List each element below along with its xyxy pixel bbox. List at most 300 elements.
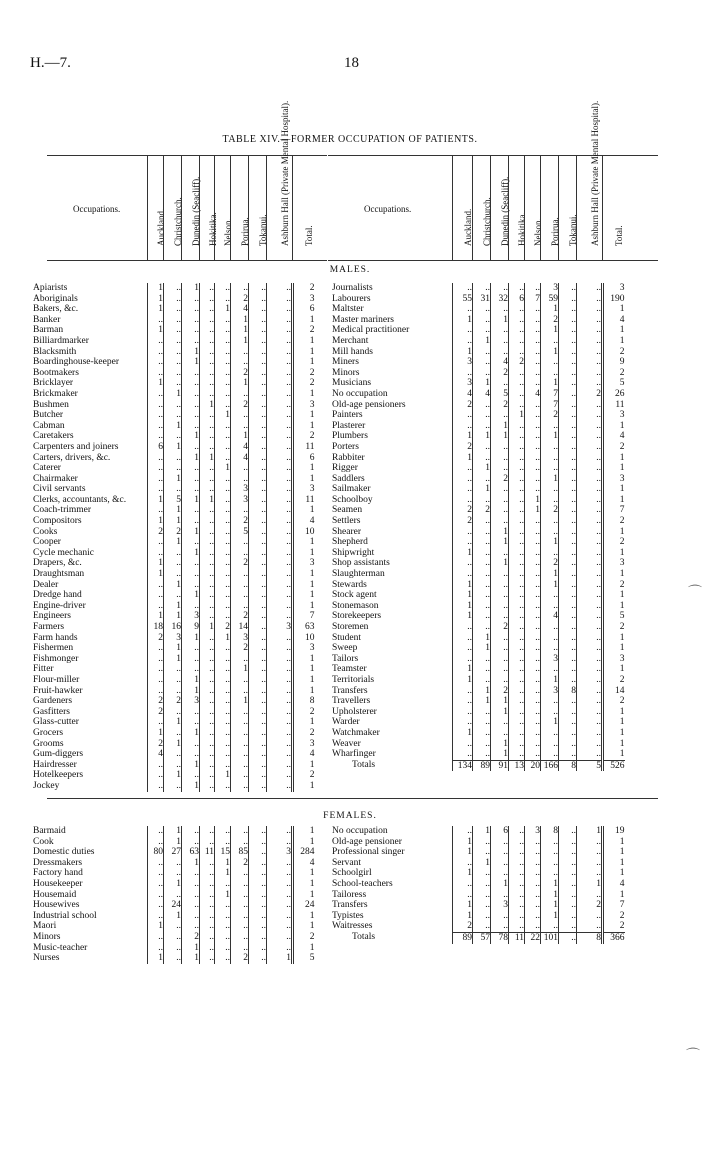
table-cell: .. [491,601,509,612]
table-cell: .. [577,495,603,506]
table-cell: 1 [491,421,509,432]
table-cell: .. [473,921,491,932]
table-cell: 2 [603,622,625,633]
table-cell: .. [249,336,267,347]
table-row [148,431,315,442]
table-row [148,707,315,718]
table-cell: 11 [603,400,625,411]
table-cell: .. [249,453,267,464]
table-cell: .. [249,611,267,622]
table-cell: .. [215,654,231,665]
table-cell: .. [249,580,267,591]
table-cell: 1 [164,421,182,432]
table-cell: .. [182,911,200,922]
table-cell: .. [491,325,509,336]
table-cell: .. [200,558,215,569]
table-cell: .. [525,484,541,495]
column-header-label: Total. [304,225,314,246]
table-cell: .. [215,760,231,771]
table-cell: .. [473,868,491,879]
row-label: Sailmaker [332,484,371,495]
table-cell: .. [509,463,525,474]
table-cell: .. [148,347,164,358]
row-label: Servant [332,857,362,868]
table-cell: 1 [267,953,293,964]
table-cell: 1 [603,453,625,464]
table-cell: 1 [473,431,491,442]
table-cell: 1 [215,858,231,869]
table-cell: .. [215,728,231,739]
table-cell: .. [215,900,231,911]
table-cell: .. [215,921,231,932]
table-cell: .. [200,654,215,665]
table-cell: 63 [293,622,315,633]
table-cell: .. [215,378,231,389]
table-cell: .. [559,911,577,922]
table-cell: 1 [491,696,509,707]
table-cell: 1 [293,315,315,326]
table-cell: .. [577,580,603,591]
table-cell: 2 [231,294,249,305]
table-cell: .. [249,664,267,675]
table-cell: 1 [603,421,625,432]
row-label: Rigger [332,463,358,474]
table-cell: .. [525,837,541,848]
table-cell: 1 [473,484,491,495]
table-cell: 1 [541,890,559,901]
table-cell: .. [577,474,603,485]
table-cell: .. [525,325,541,336]
table-cell: .. [577,378,603,389]
table-cell: .. [182,643,200,654]
table-cell: 3 [293,400,315,411]
table-cell: .. [249,548,267,559]
table-cell: .. [577,707,603,718]
column-header [163,156,182,260]
table-cell: 1 [453,664,473,675]
table-cell: .. [525,707,541,718]
row-label: Glass-cutter [33,717,79,728]
table-cell: 2 [473,505,491,516]
table-cell: 2 [148,633,164,644]
row-label: Gum-diggers [33,749,84,760]
table-cell: 5 [231,527,249,538]
row-label: Territorials [332,674,375,685]
table-cell: .. [249,879,267,890]
table-cell: .. [473,580,491,591]
table-cell: .. [231,421,249,432]
table-cell: .. [473,675,491,686]
table-cell: 2 [293,325,315,336]
table-cell: .. [509,453,525,464]
table-cell: 3 [267,622,293,633]
table-cell: 3 [453,378,473,389]
table-cell: 1 [293,943,315,954]
row-label: Mill hands [332,346,373,357]
table-cell: .. [577,304,603,315]
table-cell: .. [231,357,249,368]
table-cell: .. [525,611,541,622]
table-cell: 1 [541,378,559,389]
table-row [148,739,315,750]
table-cell: .. [509,325,525,336]
page-number: 18 [344,55,359,71]
table-cell: .. [249,389,267,400]
table-cell: 55 [453,294,473,305]
table-cell: .. [267,728,293,739]
table-cell: .. [182,837,200,848]
table-row [453,890,625,901]
table-cell: .. [559,357,577,368]
table-cell: 3 [293,558,315,569]
column-header [452,156,473,260]
table-cell: .. [559,837,577,848]
table-cell: .. [541,484,559,495]
table-cell: .. [148,826,164,837]
table-cell: .. [525,357,541,368]
table-cell: 1 [182,781,200,792]
table-cell: .. [453,336,473,347]
table-cell: .. [509,347,525,358]
table-cell: .. [200,516,215,527]
table-cell: .. [215,580,231,591]
table-cell: 1 [148,558,164,569]
row-label: Farmers [33,622,65,632]
table-row [453,495,625,506]
table-cell: .. [200,643,215,654]
table-row [148,890,315,901]
table-cell: .. [164,357,182,368]
table-cell: .. [453,569,473,580]
table-cell: 1 [473,336,491,347]
table-row [148,664,315,675]
table-cell: .. [200,325,215,336]
table-cell: .. [267,643,293,654]
table-cell: 1 [215,890,231,901]
table-cell: .. [559,643,577,654]
table-cell: .. [473,728,491,739]
table-cell: 1 [200,453,215,464]
table-cell: .. [200,900,215,911]
table-cell: .. [231,283,249,294]
row-label: Slaughterman [332,569,385,580]
table-cell: 4 [453,389,473,400]
table-cell: 1 [182,453,200,464]
table-cell: .. [215,283,231,294]
table-cell: .. [231,580,249,591]
row-label: Grooms [33,738,64,749]
table-cell: .. [541,495,559,506]
row-label: Stock agent [332,590,377,601]
table-cell: .. [525,728,541,739]
column-header-label: Total. [614,225,624,246]
table-cell: .. [249,601,267,612]
table-row [148,837,315,848]
table-cell: .. [200,879,215,890]
table-cell: .. [509,304,525,315]
table-cell: .. [249,686,267,697]
table-cell: .. [148,911,164,922]
table-cell: .. [267,495,293,506]
table-cell: .. [200,728,215,739]
table-row [453,505,625,516]
table-cell: 1 [541,474,559,485]
table-cell: .. [559,696,577,707]
table-cell: .. [200,347,215,358]
row-label: Banker [33,314,61,325]
table-cell: .. [200,921,215,932]
table-cell: .. [267,304,293,315]
table-row [148,495,315,506]
table-cell: .. [541,707,559,718]
table-row [148,347,315,358]
table-cell: 1 [148,516,164,527]
row-label: Minors [332,367,360,378]
table-cell: 1 [603,495,625,506]
table-cell: .. [267,516,293,527]
table-cell: .. [525,890,541,901]
table-cell: 1 [525,505,541,516]
table-cell: .. [215,357,231,368]
table-cell: .. [215,516,231,527]
table-cell: .. [200,389,215,400]
table-cell: .. [577,728,603,739]
table-cell: .. [525,474,541,485]
table-cell: .. [267,739,293,750]
table-cell: 4 [525,389,541,400]
table-cell: 1 [293,868,315,879]
table-cell: .. [473,601,491,612]
table-cell: .. [231,932,249,943]
table-cell: .. [577,890,603,901]
table-cell: .. [182,770,200,781]
table-cell: .. [577,601,603,612]
table-cell: 8 [293,696,315,707]
table-cell: .. [509,707,525,718]
table-cell: .. [509,868,525,879]
table-cell: .. [525,378,541,389]
table-cell: .. [182,516,200,527]
totals-cell: 526 [603,760,625,771]
table-cell: .. [182,410,200,421]
table-cell: .. [249,527,267,538]
row-label: Saddlers [332,473,365,484]
table-cell: .. [200,890,215,901]
table-cell: .. [541,749,559,760]
table-cell: .. [164,484,182,495]
table-row [148,611,315,622]
table-cell: .. [577,569,603,580]
table-cell: .. [215,953,231,964]
table-cell: .. [215,696,231,707]
table-cell: .. [200,932,215,943]
table-cell: .. [182,558,200,569]
table-cell: 4 [231,442,249,453]
table-cell: .. [267,378,293,389]
table-cell: 2 [293,770,315,781]
table-cell: 1 [148,294,164,305]
table-cell: 3 [231,495,249,506]
table-cell: .. [249,442,267,453]
totals-cell: 13 [509,760,525,771]
table-cell: .. [164,315,182,326]
table-cell: .. [541,664,559,675]
table-cell: .. [267,315,293,326]
table-cell: .. [200,675,215,686]
table-cell: 1 [603,707,625,718]
row-label: Butcher [33,410,64,421]
table-cell: .. [148,474,164,485]
row-label: Maltster [332,304,364,315]
table-cell: 1 [577,826,603,837]
table-row [453,336,625,347]
table-cell: .. [541,548,559,559]
table-cell: .. [509,601,525,612]
table-cell: 1 [182,495,200,506]
table-cell: .. [267,868,293,879]
table-cell: 1 [293,654,315,665]
table-cell: 7 [293,611,315,622]
table-cell: .. [577,643,603,654]
row-label: Boardinghouse-keeper [33,357,119,368]
table-cell: .. [267,760,293,771]
table-cell: .. [249,858,267,869]
table-cell: .. [577,868,603,879]
table-cell: .. [577,357,603,368]
table-cell: .. [453,643,473,654]
table-cell: 1 [148,495,164,506]
table-row [453,601,625,612]
table-row [148,622,315,633]
table-cell: .. [182,900,200,911]
table-cell: .. [200,431,215,442]
table-cell: 10 [293,527,315,538]
table-cell: 1 [491,537,509,548]
table-cell: .. [200,537,215,548]
row-label: Carters, drivers, &c. [33,452,111,463]
table-row [453,847,625,858]
table-row [148,590,315,601]
table-cell: 3 [182,611,200,622]
table-cell: 2 [293,728,315,739]
table-row [148,368,315,379]
totals-cell: 89 [453,932,473,943]
table-cell: 1 [453,728,473,739]
table-cell: .. [182,378,200,389]
table-cell: .. [267,453,293,464]
table-cell: .. [577,453,603,464]
table-row [148,858,315,869]
table-cell: .. [182,389,200,400]
table-cell: .. [249,294,267,305]
table-cell: .. [200,368,215,379]
table-cell: 1 [525,495,541,506]
table-cell: .. [200,548,215,559]
table-cell: .. [559,664,577,675]
table-cell: .. [164,932,182,943]
table-cell: .. [473,283,491,294]
totals-cell: 101 [541,932,559,943]
table-row [148,283,315,294]
table-cell: .. [249,421,267,432]
margin-mark-icon: ⌒ [688,586,702,601]
table-cell: 2 [231,643,249,654]
table-cell: 3 [541,654,559,665]
table-cell: 1 [148,378,164,389]
table-cell: .. [249,900,267,911]
table-cell: .. [559,739,577,750]
table-cell: .. [509,590,525,601]
table-cell: .. [453,686,473,697]
table-cell: .. [249,590,267,601]
table-cell: .. [473,900,491,911]
table-row [148,516,315,527]
table-cell: .. [215,879,231,890]
row-label: Clerks, accountants, &c. [33,494,127,505]
column-header [248,156,267,260]
table-cell: .. [200,527,215,538]
row-label: Nurses [33,953,60,964]
table-cell: 1 [541,325,559,336]
table-cell: .. [164,675,182,686]
table-cell: .. [148,463,164,474]
table-cell: .. [182,304,200,315]
table-cell: .. [473,400,491,411]
table-cell: .. [215,347,231,358]
table-cell: 1 [164,654,182,665]
totals-cell: 8 [559,760,577,771]
table-cell: .. [491,911,509,922]
table-cell: .. [215,943,231,954]
table-cell: .. [473,516,491,527]
table-cell: .. [215,294,231,305]
row-label: Watchmaker [332,727,380,738]
table-cell: 1 [541,911,559,922]
row-label: Upholsterer [332,706,377,717]
table-cell: 14 [231,622,249,633]
table-cell: 4 [293,749,315,760]
table-cell: .. [200,717,215,728]
table-cell: .. [231,686,249,697]
table-cell: .. [525,368,541,379]
table-cell: 1 [200,622,215,633]
table-cell: 1 [603,336,625,347]
table-cell: .. [509,558,525,569]
table-cell: 1 [293,664,315,675]
table-cell: 2 [293,368,315,379]
table-cell: 2 [293,707,315,718]
table-cell: .. [559,389,577,400]
table-cell: 2 [577,900,603,911]
table-cell: .. [200,770,215,781]
table-cell: .. [215,781,231,792]
table-cell: .. [148,643,164,654]
table-cell: 1 [293,781,315,792]
table-cell: 1 [541,569,559,580]
table-cell: .. [249,283,267,294]
table-cell: .. [231,463,249,474]
table-cell: 4 [293,516,315,527]
table-row [453,622,625,633]
table-title: TABLE XIV.—FORMER OCCUPATION OF PATIENTS. [222,134,478,145]
table-cell: .. [249,868,267,879]
table-cell: 14 [603,686,625,697]
table-cell: .. [577,442,603,453]
row-label: Maori [33,921,57,932]
table-cell: 7 [525,294,541,305]
table-cell: 1 [603,868,625,879]
table-cell: 32 [491,294,509,305]
